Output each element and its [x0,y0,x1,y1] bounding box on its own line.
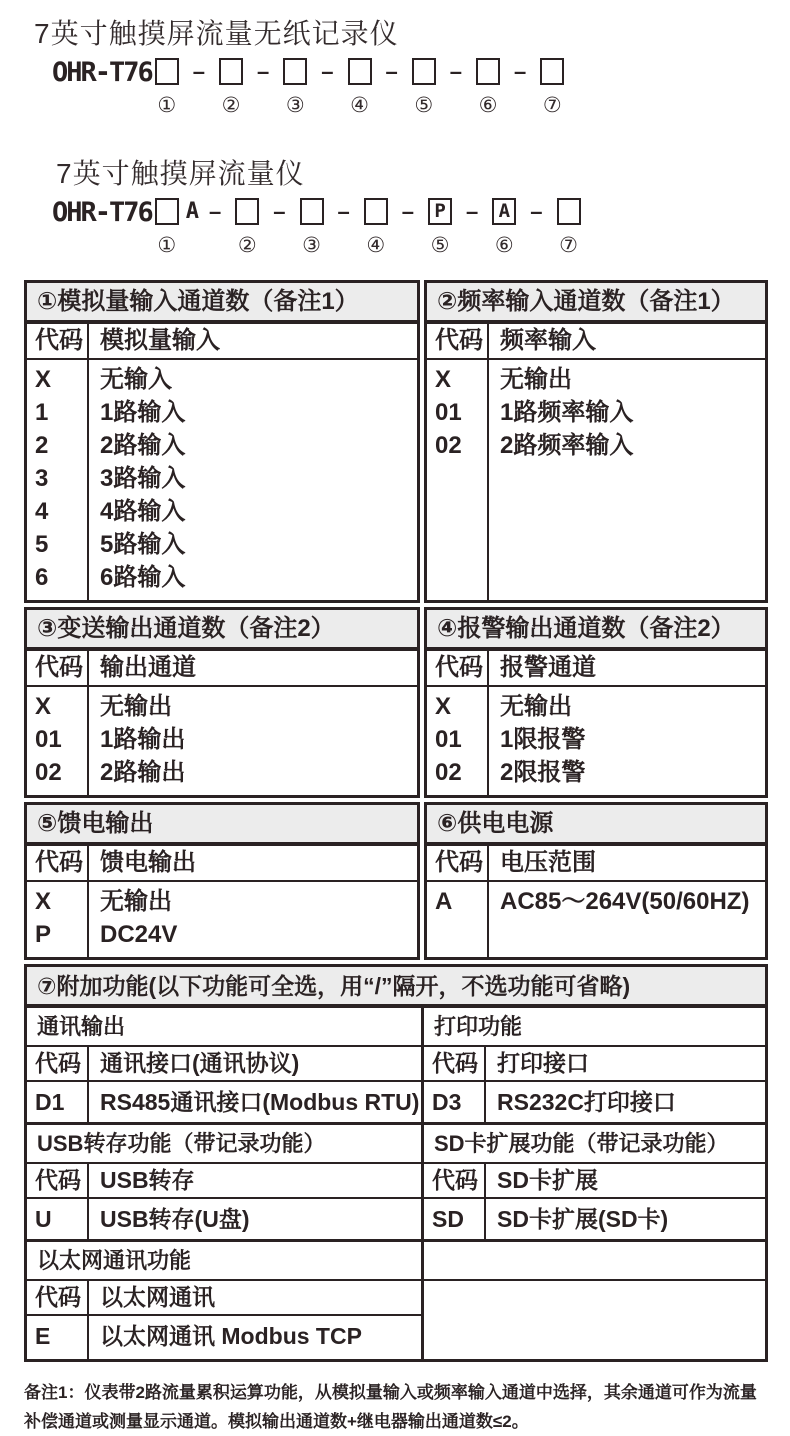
model-slot-7 [540,58,564,116]
column-header-row [27,846,417,882]
label-cell: 无输出 [500,693,572,720]
model-slot-3 [283,58,307,116]
section-row-3-4 [24,607,768,798]
code-cell: X [435,693,452,720]
label-cell: 无输出 [500,366,572,393]
code-column-header: 代码 [427,846,489,880]
section-feed-output [24,802,420,960]
label-column-header: 电压范围 [500,849,596,876]
model-slot-1 [155,198,179,256]
label-column-header: 通讯接口(通讯协议) [100,1050,300,1076]
option-row [27,1199,421,1242]
additional-right-column [424,1008,765,1359]
section-transmit-output [24,607,420,798]
code-cell: U [27,1199,89,1239]
label-cell: 无输入 [100,366,172,393]
code-cell: 4 [35,498,49,525]
code-cell: 3 [35,465,49,492]
fixed-letter-a: A [185,199,200,224]
label-cell: RS485通讯接口(Modbus RTU) [100,1089,420,1115]
section-body [27,687,417,795]
dash-separator: – [514,59,527,84]
code-column-header: 代码 [427,324,489,358]
label-cells [89,360,417,600]
dash-separator: – [401,199,415,224]
label-cell: SD卡扩展(SD卡) [497,1206,669,1232]
code-cell: 02 [35,759,62,786]
option-row [27,1082,421,1125]
section-analog-input [24,280,420,603]
dash-separator: – [466,199,479,224]
column-header-row [427,846,765,882]
slot-number: ⑦ [542,93,562,117]
subsection-title-ethernet: 以太网通讯功能 [27,1242,421,1281]
column-header-row [424,1047,765,1082]
slot-number: ⑤ [414,93,434,117]
code-cell: A [435,888,453,915]
code-cell: X [35,366,52,393]
model-diagram-recorder [52,58,768,116]
option-row [424,1082,765,1125]
label-cell: 2路频率输入 [500,432,634,459]
model-slot-box [219,58,243,85]
dash-separator: – [337,199,350,224]
section-row-1-2 [24,280,768,603]
section-header: ①模拟量输入通道数（备注1） [27,283,417,324]
model-slot-5 [412,58,436,116]
label-column-header: SD卡扩展 [497,1167,598,1193]
label-cell: 无输出 [100,693,172,720]
model-slot-2 [219,58,243,116]
code-cell: X [435,366,452,393]
code-cell: 1 [35,399,49,426]
doc-title-recorder: 7英寸触摸屏流量无纸记录仪 [34,18,399,49]
column-header-row [427,324,765,360]
label-cell: DC24V [100,921,178,948]
code-cell: 6 [35,564,49,591]
empty-cell [424,1281,765,1359]
label-cell: USB转存(U盘) [100,1206,250,1232]
model-slot-box [155,198,179,225]
model-slot-box: P [428,198,452,225]
model-slot-box [364,198,388,225]
code-cell: 01 [435,726,462,753]
label-cell: 无输出 [100,888,172,915]
label-cells [489,882,765,957]
slot-number: ② [237,233,257,257]
section-power-supply [424,802,768,960]
label-cell: 2限报警 [500,759,586,786]
section-header: ③变送输出通道数（备注2） [27,610,417,651]
label-column-header: 频率输入 [500,327,596,354]
column-header-row [27,324,417,360]
model-prefix: OHR-T76 [52,197,152,228]
model-slot-4 [364,198,388,256]
code-cells [427,882,489,957]
label-cell: 1限报警 [500,726,586,753]
doc-title-meter: 7英寸触摸屏流量仪 [56,158,305,189]
code-cell: 2 [35,432,49,459]
model-slot-box [557,198,581,225]
option-row [424,1199,765,1242]
section-body [427,882,765,957]
code-column-header: 代码 [27,651,89,685]
section-body [27,882,417,957]
footnote-remark-1: 备注1：仪表带2路流量累积运算功能，从模拟量输入或频率输入通道中选择，其余通道可作为流量补偿通道或测量显示通道。模拟输出通道数+继电器输出通道数≤2。 [24,1383,757,1431]
code-column-header: 代码 [424,1164,486,1197]
code-cell: SD [424,1199,486,1239]
code-column-header: 代码 [27,1281,89,1314]
code-cell: X [35,693,52,720]
code-cells [27,360,89,600]
section-row-5-6 [24,802,768,960]
label-column-header: USB转存 [100,1167,195,1193]
column-header-row [27,651,417,687]
model-slot-7 [557,198,581,256]
label-cells [489,360,765,600]
label-column-header: 馈电输出 [100,849,196,876]
section-alarm-output [424,607,768,798]
section-frequency-input [424,280,768,603]
label-cell: 1路输入 [100,399,186,426]
section-body [27,360,417,600]
model-slot-5 [428,198,452,256]
label-cell: 1路输出 [100,726,186,753]
label-cells [489,687,765,795]
code-cells [27,687,89,795]
section-header: ⑤馈电输出 [27,805,417,846]
additional-functions-columns [27,1008,765,1359]
section-additional-functions [24,964,768,1362]
column-header-row [427,651,765,687]
dash-separator: – [257,59,270,84]
label-cell: 3路输入 [100,465,186,492]
model-slot-box [476,58,500,85]
model-slot-1 [155,58,179,116]
empty-cell [424,1242,765,1281]
section-header: ⑦附加功能(以下功能可全选，用“/”隔开，不选功能可省略) [27,967,765,1008]
label-column-header: 输出通道 [100,654,196,681]
slot-number: ① [157,93,177,117]
label-cell: 以太网通讯 Modbus TCP [100,1323,362,1349]
slot-number: ③ [285,93,305,117]
model-slot-box [412,58,436,85]
code-cell: D1 [27,1082,89,1122]
subsection-title-comm: 通讯输出 [27,1008,421,1047]
subsection-title-print: 打印功能 [424,1008,765,1047]
column-header-row [424,1164,765,1199]
slot-number: ⑥ [494,233,514,257]
code-column-header: 代码 [427,651,489,685]
dash-separator: – [192,59,206,84]
dash-separator: – [321,59,334,84]
slot-number: ⑦ [559,233,578,257]
label-cell: AC85～264V(50/60HZ) [500,888,750,915]
label-column-header: 以太网通讯 [100,1284,215,1310]
code-cell: P [35,921,52,948]
slot-number: ④ [350,93,369,117]
dash-separator: – [209,199,222,224]
code-cells [427,687,489,795]
dash-separator: – [273,199,286,224]
code-column-header: 代码 [27,846,89,880]
code-column-header: 代码 [27,1047,89,1080]
model-slot-6 [492,198,516,256]
option-row [27,1316,421,1359]
model-slot-box [348,58,372,85]
selection-table [24,280,768,1362]
code-cell: X [35,888,52,915]
model-slot-box [540,58,564,85]
code-column-header: 代码 [27,324,89,358]
code-cells [427,360,489,600]
column-header-row [27,1281,421,1316]
dash-separator: – [385,59,398,84]
slot-number: ⑤ [430,233,450,257]
code-column-header: 代码 [424,1047,486,1080]
model-slot-box [283,58,307,85]
label-cell: 2路输入 [100,432,186,459]
label-cell: 4路输入 [100,498,186,525]
subsection-title-usb: USB转存功能（带记录功能） [27,1125,421,1164]
label-column-header: 打印接口 [497,1050,589,1076]
subsection-title-sd: SD卡扩展功能（带记录功能） [424,1125,765,1164]
label-cells [89,687,417,795]
model-slot-box [155,58,179,85]
slot-number: ⑥ [478,93,498,117]
section-header: ②频率输入通道数（备注1） [427,283,765,324]
column-header-row [27,1047,421,1082]
label-cell: 2路输出 [100,759,186,786]
dash-separator: – [449,59,463,84]
label-column-header: 模拟量输入 [100,327,220,354]
label-cell: 1路频率输入 [500,399,634,426]
code-cell: 5 [35,531,49,558]
model-slot-6 [476,58,500,116]
code-cell: 01 [435,399,462,426]
section-body [427,360,765,600]
slot-number: ④ [366,233,386,257]
model-slot-box [300,198,324,225]
label-cell: RS232C打印接口 [497,1089,676,1115]
code-cell: 02 [435,759,462,786]
code-cell: 02 [435,432,462,459]
column-header-row [27,1164,421,1199]
code-cells [27,882,89,957]
slot-number: ② [221,93,241,117]
code-column-header: 代码 [27,1164,89,1197]
model-prefix: OHR-T76 [52,57,152,88]
slot-number: ① [157,233,177,257]
additional-left-column [27,1008,424,1359]
model-slot-box [235,198,259,225]
model-slot-3 [300,198,324,256]
code-cell: 01 [35,726,62,753]
model-diagram-meter [52,198,768,256]
section-header: ④报警输出通道数（备注2） [427,610,765,651]
slot-number: ③ [302,233,321,257]
model-slot-box: A [492,198,516,225]
section-header: ⑥供电电源 [427,805,765,846]
label-cell: 5路输入 [100,531,186,558]
label-cell: 6路输入 [100,564,186,591]
code-cell: E [27,1316,89,1359]
section-body [427,687,765,795]
model-slot-4 [348,58,372,116]
dash-separator: – [530,199,543,224]
code-cell: D3 [424,1082,486,1122]
label-column-header: 报警通道 [500,654,596,681]
model-slot-2 [235,198,259,256]
label-cells [89,882,417,957]
